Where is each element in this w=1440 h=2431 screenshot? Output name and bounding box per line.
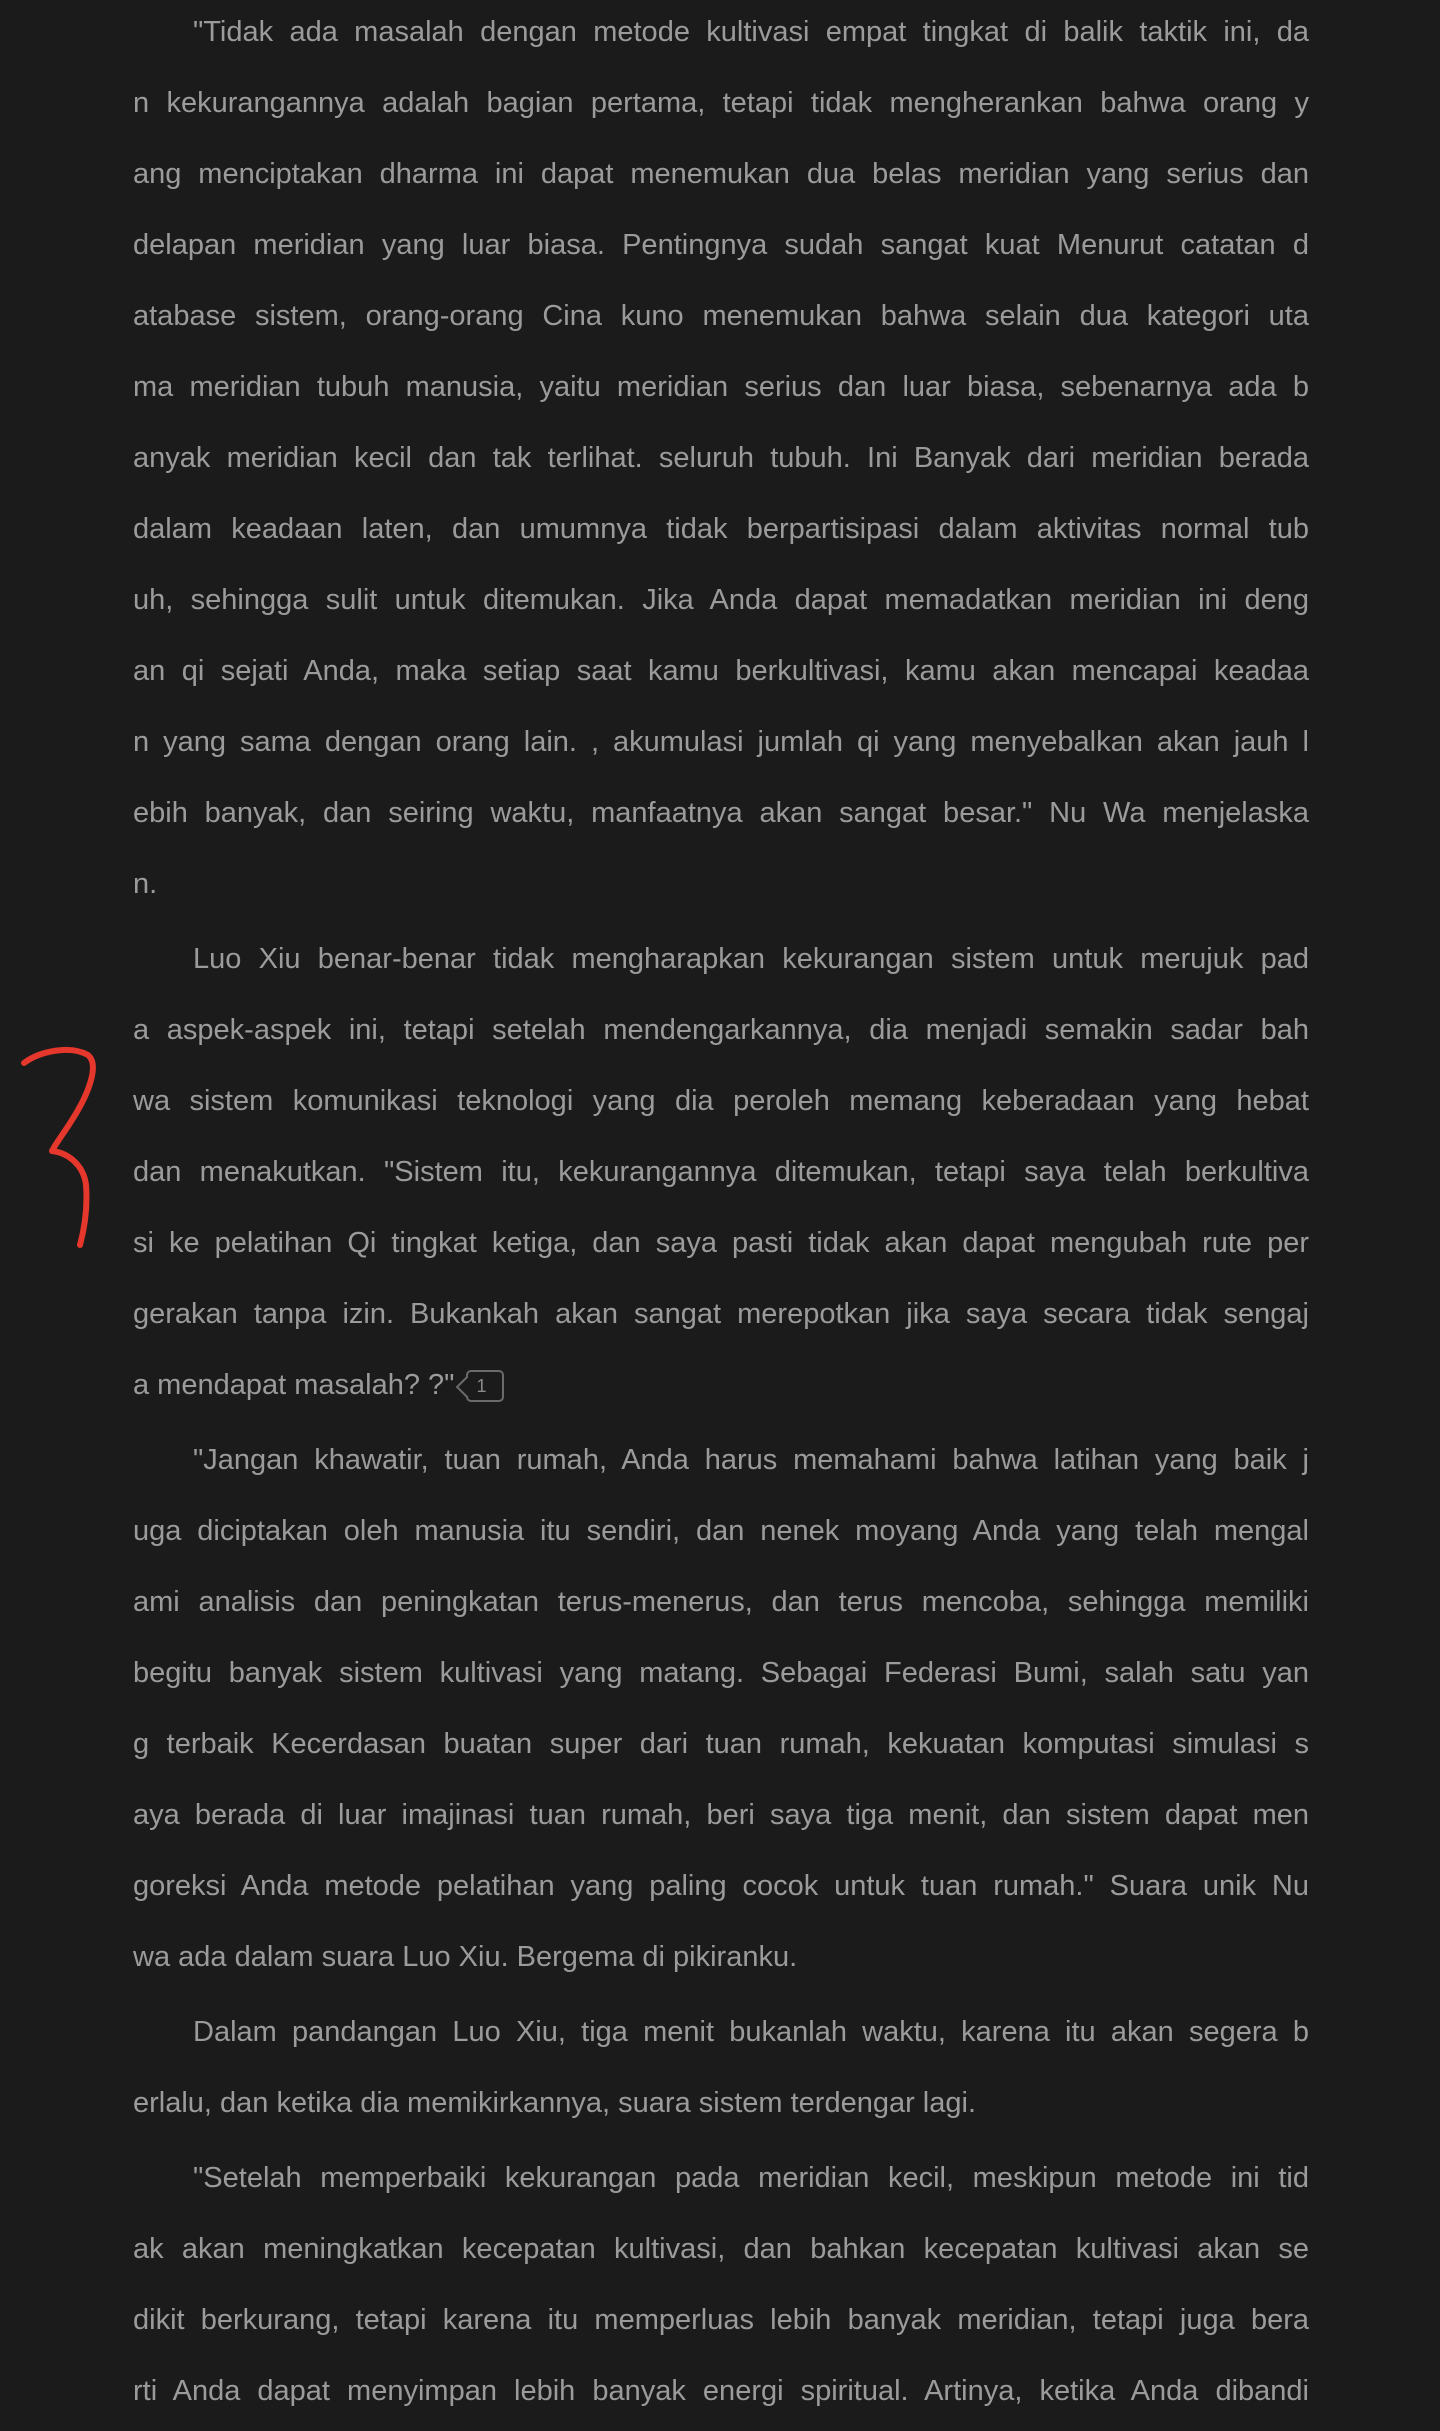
text-line: aya berada di luar imajinasi tuan rumah, beri saya tiga menit, dan sistem dapat men	[133, 1799, 1309, 1831]
text-line: goreksi Anda metode pelatihan yang paling cocok untuk tuan rumah." Suara unik Nu	[133, 1870, 1309, 1902]
chapter-content	[133, 0, 1309, 2431]
text-line: "Tidak ada masalah dengan metode kultivasi empat tingkat di balik taktik ini, da	[193, 16, 1309, 48]
text-line: uh, sehingga sulit untuk ditemukan. Jika Anda dapat memadatkan meridian ini deng	[133, 584, 1309, 616]
text-line-content: a mendapat masalah? ?"	[133, 1369, 455, 1401]
text-line: ebih banyak, dan seiring waktu, manfaatnya akan sangat besar." Nu Wa menjelaska	[133, 797, 1309, 829]
text-line: Dalam pandangan Luo Xiu, tiga menit bukanlah waktu, karena itu akan segera b	[193, 2016, 1309, 2048]
paragraph-5	[133, 2143, 1309, 2427]
comment-count: 1	[476, 1376, 487, 1397]
text-line: ang menciptakan dharma ini dapat menemukan dua belas meridian yang serius dan	[133, 158, 1309, 190]
text-line: uga diciptakan oleh manusia itu sendiri, dan nenek moyang Anda yang telah mengal	[133, 1515, 1309, 1547]
handwritten-stroke	[24, 1050, 93, 1245]
text-line: delapan meridian yang luar biasa. Pentingnya sudah sangat kuat Menurut catatan d	[133, 229, 1309, 261]
paragraph-3	[133, 1425, 1309, 1993]
text-line: ami analisis dan peningkatan terus-menerus, dan terus mencoba, sehingga memiliki	[133, 1586, 1309, 1618]
text-line: gerakan tanpa izin. Bukankah akan sangat merepotkan jika saya secara tidak sengaj	[133, 1298, 1309, 1330]
text-line: n kekurangannya adalah bagian pertama, tetapi tidak mengherankan bahwa orang y	[133, 87, 1309, 119]
text-line: "Jangan khawatir, tuan rumah, Anda harus memahami bahwa latihan yang baik j	[193, 1444, 1309, 1476]
text-line: si ke pelatihan Qi tingkat ketiga, dan saya pasti tidak akan dapat mengubah rute per	[133, 1227, 1309, 1259]
paragraph-comment-badge[interactable]	[466, 1370, 504, 1402]
text-line: atabase sistem, orang-orang Cina kuno menemukan bahwa selain dua kategori uta	[133, 300, 1309, 332]
text-line: wa sistem komunikasi teknologi yang dia peroleh memang keberadaan yang hebat	[133, 1085, 1309, 1117]
text-line: dan menakutkan. "Sistem itu, kekurangannya ditemukan, tetapi saya telah berkultiva	[133, 1156, 1309, 1188]
text-line: begitu banyak sistem kultivasi yang matang. Sebagai Federasi Bumi, salah satu yan	[133, 1657, 1309, 1689]
text-line: erlalu, dan ketika dia memikirkannya, suara sistem terdengar lagi.	[133, 2087, 977, 2119]
text-line: ma meridian tubuh manusia, yaitu meridian serius dan luar biasa, sebenarnya ada b	[133, 371, 1309, 403]
text-line: rti Anda dapat menyimpan lebih banyak energi spiritual. Artinya, ketika Anda dibandi	[133, 2375, 1309, 2407]
paragraph-2	[133, 924, 1309, 1421]
text-line: wa ada dalam suara Luo Xiu. Bergema di pikiranku.	[133, 1941, 798, 1973]
text-line: anyak meridian kecil dan tak terlihat. seluruh tubuh. Ini Banyak dari meridian berada	[133, 442, 1309, 474]
text-line: n yang sama dengan orang lain. , akumulasi jumlah qi yang menyebalkan akan jauh l	[133, 726, 1309, 758]
handwritten-annotation-3	[18, 1045, 98, 1250]
text-line	[133, 1350, 1309, 1421]
text-line: "Setelah memperbaiki kekurangan pada meridian kecil, meskipun metode ini tid	[193, 2162, 1309, 2194]
text-line: Luo Xiu benar-benar tidak mengharapkan kekurangan sistem untuk merujuk pad	[193, 943, 1309, 975]
text-line: n.	[133, 868, 158, 900]
text-line: an qi sejati Anda, maka setiap saat kamu berkultivasi, kamu akan mencapai keadaa	[133, 655, 1309, 687]
paragraph-1	[133, 0, 1309, 920]
text-line: ak akan meningkatkan kecepatan kultivasi, dan bahkan kecepatan kultivasi akan se	[133, 2233, 1309, 2265]
text-line: dikit berkurang, tetapi karena itu memperluas lebih banyak meridian, tetapi juga bera	[133, 2304, 1309, 2336]
text-line: dalam keadaan laten, dan umumnya tidak berpartisipasi dalam aktivitas normal tub	[133, 513, 1309, 545]
text-line: g terbaik Kecerdasan buatan super dari tuan rumah, kekuatan komputasi simulasi s	[133, 1728, 1309, 1760]
paragraph-4	[133, 1997, 1309, 2139]
text-line: a aspek-aspek ini, tetapi setelah mendengarkannya, dia menjadi semakin sadar bah	[133, 1014, 1309, 1046]
